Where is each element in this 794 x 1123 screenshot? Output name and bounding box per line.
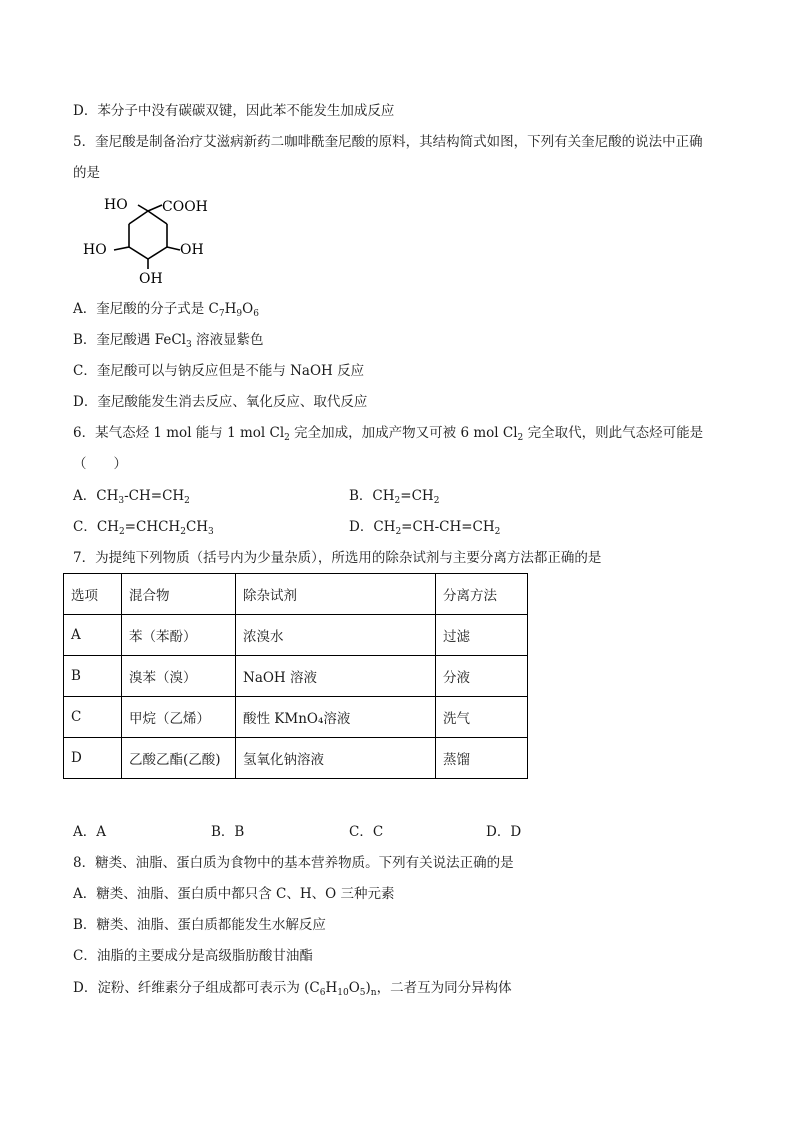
table-cell: D — [64, 738, 122, 779]
q7-options-table — [63, 573, 528, 779]
table-cell: 甲烷（乙烯） — [122, 697, 236, 738]
table-cell: 酸性 KMnO₄溶液 — [236, 697, 436, 738]
q6-option-d: D．$CH_2=CH-CH=CH_2$ — [349, 519, 501, 537]
table-cell: 蒸馏 — [436, 738, 528, 779]
q6-bracket: （ ） — [73, 456, 127, 472]
table-row — [64, 615, 528, 656]
q5-option-c: C．奎尼酸可以与钠反应但是不能与 NaOH 反应 — [73, 363, 365, 379]
table-row — [64, 738, 528, 779]
q5-option-b: B．奎尼酸遇 FeCl$_3$ 溶液显紫色 — [73, 332, 264, 350]
table-header-cell: 选项 — [64, 574, 122, 615]
table-cell: 乙酸乙酯(乙酸) — [122, 738, 236, 779]
q8-option-d: D．淀粉、纤维素分子组成都可表示为 $(C_6H_{10}O_5)_n$，二者互为同分异构体 — [73, 980, 512, 998]
q5-stem-line1: 5．奎尼酸是制备治疗艾滋病新药二咖啡酰奎尼酸的原料，其结构简式如图，下列有关奎尼酸的说法中正确 — [73, 134, 703, 150]
q7-option-c: C．C — [349, 824, 384, 840]
label-ho-left: HO — [83, 242, 107, 258]
q5-stem-line2: 的是 — [73, 165, 100, 181]
table-cell: 氢氧化钠溶液 — [236, 738, 436, 779]
table-header-row — [64, 574, 528, 615]
q6-stem: 6．某气态烃 1 mol 能与 1 mol $Cl_2$ 完全加成，加成产物又可被 6 mol $Cl_2$ 完全取代，则此气态烃可能是 — [73, 425, 704, 443]
q8-option-c: C．油脂的主要成分是高级脂肪酸甘油酯 — [73, 948, 313, 964]
label-oh-right: OH — [180, 242, 204, 258]
q8-option-a: A．糖类、油脂、蛋白质中都只含 C、H、O 三种元素 — [73, 886, 395, 902]
table-cell: 分液 — [436, 656, 528, 697]
table-cell: C — [64, 697, 122, 738]
q7-option-a: A．A — [73, 824, 106, 840]
q4-option-d: D．苯分子中没有碳碳双键，因此苯不能发生加成反应 — [73, 103, 395, 119]
q6-option-c: C．$CH_2=CHCH_2CH_3$ — [73, 519, 214, 537]
table-cell: 过滤 — [436, 615, 528, 656]
label-oh-bottom: OH — [139, 271, 163, 287]
table-cell: NaOH 溶液 — [236, 656, 436, 697]
table-cell: 浓溴水 — [236, 615, 436, 656]
q8-stem: 8．糖类、油脂、蛋白质为食物中的基本营养物质。下列有关说法正确的是 — [73, 855, 514, 871]
q5-option-a: A．奎尼酸的分子式是 $C_7H_9O_6$ — [73, 301, 259, 319]
table-header-cell: 分离方法 — [436, 574, 528, 615]
table-row — [64, 697, 528, 738]
q8-option-b: B．糖类、油脂、蛋白质都能发生水解反应 — [73, 917, 326, 933]
q6-option-b: B．$CH_2=CH_2$ — [349, 488, 440, 506]
table-cell: 苯（苯酚） — [122, 615, 236, 656]
q7-option-d: D．D — [486, 824, 522, 840]
q5-option-d: D．奎尼酸能发生消去反应、氧化反应、取代反应 — [73, 394, 368, 410]
label-ho-top: HO — [104, 197, 128, 213]
q7-option-b: B．B — [211, 824, 245, 840]
table-cell: B — [64, 656, 122, 697]
table-row — [64, 656, 528, 697]
table-header-cell: 混合物 — [122, 574, 236, 615]
table-header-cell: 除杂试剂 — [236, 574, 436, 615]
q6-option-a: A．$CH_3-CH=CH_2$ — [73, 488, 190, 506]
table-cell: 洗气 — [436, 697, 528, 738]
label-cooh: COOH — [162, 199, 208, 215]
table-cell: A — [64, 615, 122, 656]
quinic-acid-structure — [76, 191, 216, 291]
q7-stem: 7．为提纯下列物质（括号内为少量杂质），所选用的除杂试剂与主要分离方法都正确的是 — [73, 550, 602, 566]
table-cell: 溴苯（溴） — [122, 656, 236, 697]
